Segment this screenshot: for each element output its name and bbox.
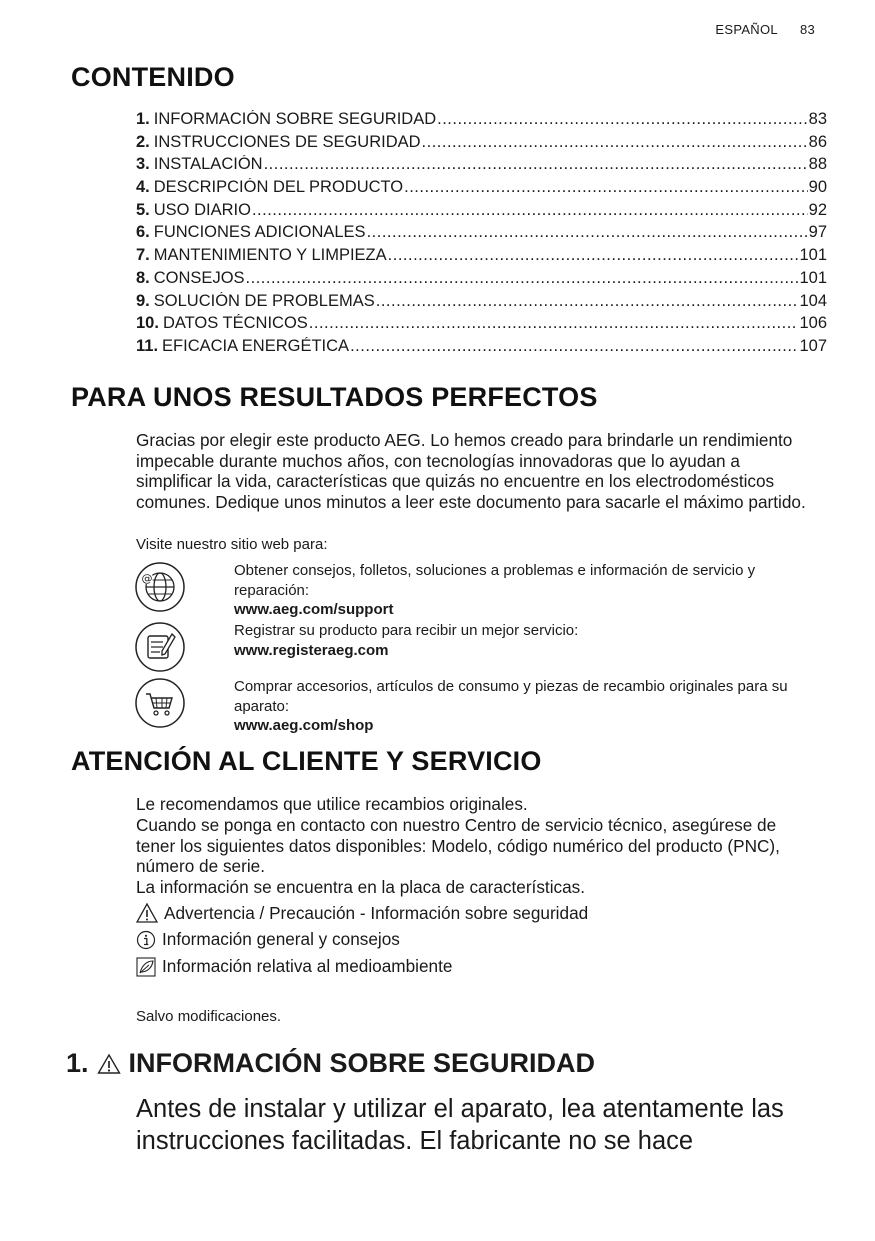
service-register	[134, 621, 824, 673]
toc-item-label: MANTENIMIENTO Y LIMPIEZA	[153, 246, 387, 265]
toc-item-page: 106	[799, 314, 827, 333]
toc-item-page: 97	[808, 223, 827, 242]
toc-item-page: 101	[799, 246, 827, 265]
leaf-icon	[136, 957, 156, 977]
legend-environment-text: Información relativa al medioambiente	[162, 956, 453, 976]
warning-icon	[136, 902, 158, 924]
toc-item[interactable]	[136, 178, 827, 201]
legend-warning	[136, 902, 588, 924]
toc-item-page: 92	[808, 200, 827, 219]
toc-item[interactable]	[136, 246, 827, 269]
toc-leader-dots	[367, 223, 808, 242]
toc-item-page: 107	[799, 336, 827, 355]
toc-item[interactable]	[136, 155, 827, 178]
toc-leader-dots	[422, 133, 808, 152]
toc-item-number: 5.	[136, 200, 150, 219]
shop-link[interactable]: www.aeg.com/shop	[234, 717, 374, 734]
toc-item-label: INFORMACIÓN SOBRE SEGURIDAD	[153, 110, 437, 128]
warning-icon	[97, 1053, 121, 1075]
toc-leader-dots	[437, 110, 808, 129]
legend-environment	[136, 956, 452, 977]
shop-text: Comprar accesorios, artículos de consumo y piezas de recambio originales para su aparato:	[234, 678, 788, 715]
results-title: PARA UNOS RESULTADOS PERFECTOS	[71, 382, 598, 412]
toc-leader-dots	[309, 314, 799, 333]
toc-item-label: FUNCIONES ADICIONALES	[153, 223, 366, 242]
results-intro: Gracias por elegir este producto AEG. Lo hemos creado para brindarle un rendimiento impecable durante muchos años, con tecnologías innovadoras que lo ayudan a simplificar la vida, características que quizás no encuentre en los electrodomésticos comunes. Dedique unos minutos a leer este documento para sacarle el máximo partido.	[136, 430, 806, 512]
globe-icon	[134, 561, 186, 613]
safety-text: Antes de instalar y utilizar el aparato, lea atentamente las instrucciones facilitadas. El fabricante no se hace	[136, 1095, 784, 1155]
toc-item-page: 104	[799, 291, 827, 310]
toc-leader-dots	[376, 292, 799, 311]
page-number: 83	[799, 22, 815, 37]
toc-item-number: 3.	[136, 155, 150, 174]
toc-item-page: 88	[808, 155, 827, 174]
toc-item-number: 4.	[136, 178, 150, 197]
toc-item-label: SOLUCIÓN DE PROBLEMAS	[153, 291, 375, 310]
table-of-contents	[136, 110, 827, 360]
customer-line3: La información se encuentra en la placa de características.	[136, 877, 586, 897]
toc-item-number: 8.	[136, 268, 150, 287]
legend-warning-text: Advertencia / Precaución - Información sobre seguridad	[164, 902, 589, 923]
safety-heading	[66, 1048, 595, 1079]
toc-leader-dots	[388, 246, 799, 265]
cart-icon	[134, 677, 186, 729]
toc-item-number: 9.	[136, 291, 150, 310]
toc-leader-dots	[246, 269, 799, 288]
page-header	[715, 22, 815, 37]
toc-item-label: USO DIARIO	[153, 200, 251, 219]
safety-number: 1.	[66, 1048, 89, 1078]
toc-item-number: 6.	[136, 223, 150, 242]
toc-item[interactable]	[136, 223, 827, 246]
support-text: Obtener consejos, folletos, soluciones a problemas e información de servicio y reparación:	[234, 562, 756, 599]
toc-item[interactable]	[136, 269, 827, 292]
toc-item[interactable]	[136, 314, 827, 337]
svg-text:@: @	[141, 572, 153, 585]
register-text: Registrar su producto para recibir un mejor servicio:	[234, 622, 579, 639]
toc-item-label: EFICACIA ENERGÉTICA	[162, 336, 350, 355]
modifications-note: Salvo modificaciones.	[136, 1008, 282, 1025]
register-icon	[134, 621, 186, 673]
customer-line2: Cuando se ponga en contacto con nuestro Centro de servicio técnico, asegúrese de tener los siguientes datos disponibles: Modelo, código numérico del producto (PNC), número de serie.	[136, 815, 780, 877]
toc-leader-dots	[404, 178, 808, 197]
toc-item-label: CONSEJOS	[153, 268, 245, 287]
support-link[interactable]: www.aeg.com/support	[234, 601, 394, 618]
toc-item-page: 90	[808, 178, 827, 197]
toc-leader-dots	[252, 201, 808, 220]
toc-item-number: 1.	[136, 110, 150, 128]
legend-info-text: Información general y consejos	[162, 929, 400, 949]
service-shop	[134, 677, 824, 734]
customer-line1: Le recomendamos que utilice recambios originales.	[136, 794, 528, 814]
toc-item-number: 7.	[136, 246, 150, 265]
contents-title: CONTENIDO	[71, 62, 235, 92]
toc-item-page: 86	[808, 132, 827, 151]
visit-text: Visite nuestro sitio web para:	[136, 536, 328, 553]
toc-item[interactable]	[136, 133, 827, 156]
toc-item-number: 10.	[136, 314, 159, 333]
toc-item[interactable]	[136, 337, 827, 360]
register-link[interactable]: www.registeraeg.com	[234, 641, 389, 659]
toc-item-number: 11.	[136, 336, 159, 355]
toc-item[interactable]	[136, 201, 827, 224]
toc-item-number: 2.	[136, 132, 150, 151]
toc-item-page: 101	[799, 268, 827, 287]
info-icon	[136, 930, 156, 950]
toc-item[interactable]	[136, 292, 827, 315]
language-label: ESPAÑOL	[715, 22, 778, 37]
customer-title: ATENCIÓN AL CLIENTE Y SERVICIO	[71, 746, 542, 776]
legend-info	[136, 929, 400, 950]
toc-leader-dots	[350, 337, 798, 356]
toc-item-label: INSTALACIÓN	[153, 155, 263, 174]
toc-item-label: DESCRIPCIÓN DEL PRODUCTO	[153, 178, 404, 197]
toc-item-page: 83	[808, 110, 827, 128]
safety-title: INFORMACIÓN SOBRE SEGURIDAD	[128, 1048, 596, 1078]
service-support	[134, 561, 824, 618]
toc-item-label: INSTRUCCIONES DE SEGURIDAD	[153, 132, 421, 151]
toc-leader-dots	[264, 155, 808, 174]
toc-item-label: DATOS TÉCNICOS	[162, 314, 308, 333]
toc-item[interactable]	[136, 110, 827, 133]
